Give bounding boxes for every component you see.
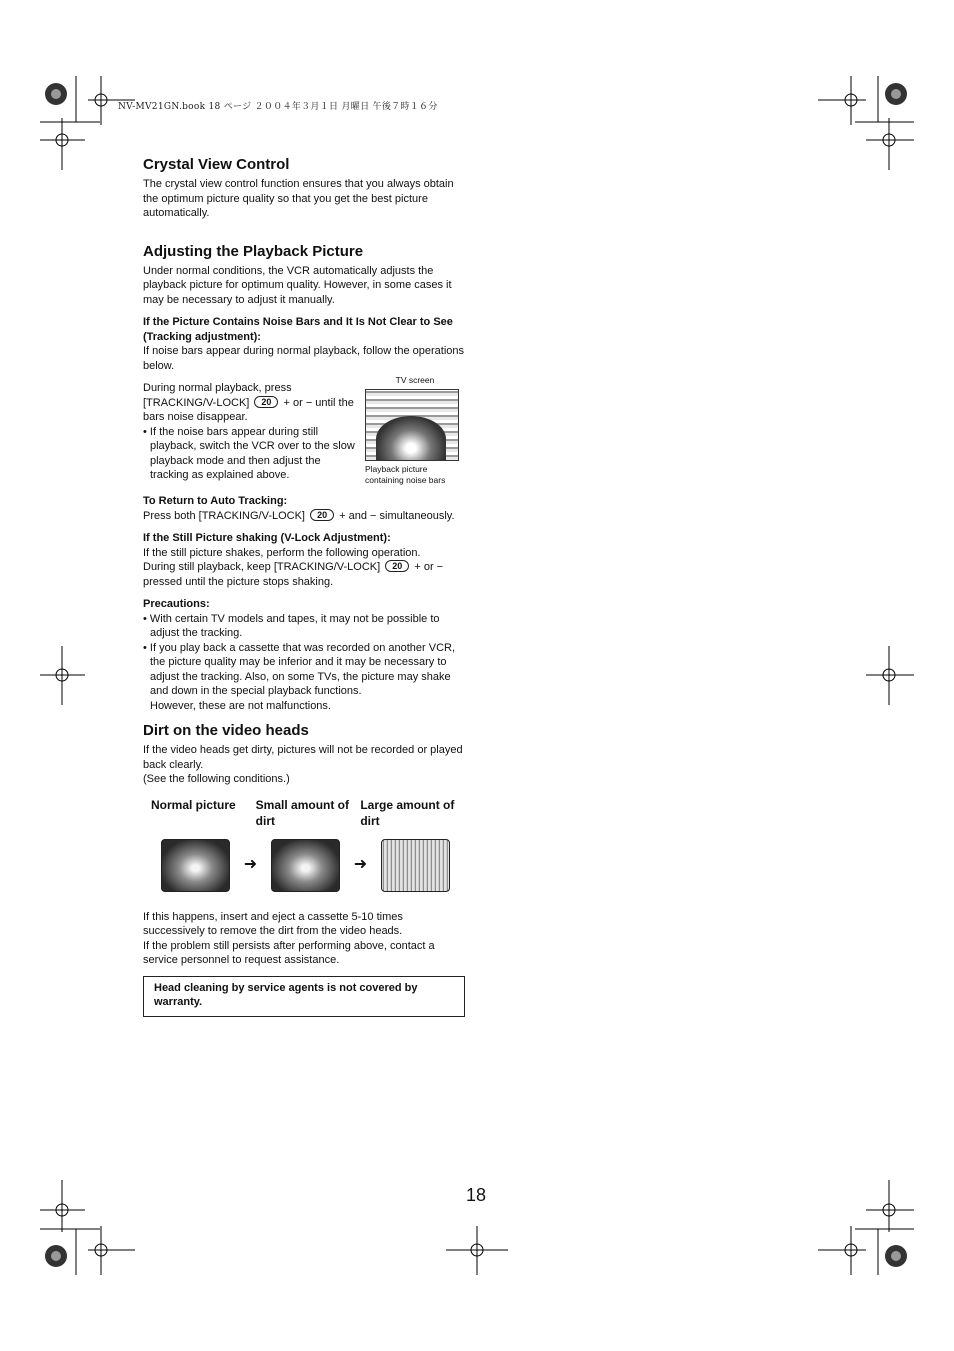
still-body2 <box>143 560 465 589</box>
label-small-dirt: Small amount of dirt <box>255 797 350 828</box>
tv-noise-image <box>365 389 459 461</box>
normal-picture-image <box>161 839 230 892</box>
noise-body: If noise bars appear during normal playback, follow the operations below. <box>143 345 465 372</box>
tracking-step <box>143 381 355 425</box>
key-ref-badge: 20 <box>310 509 334 521</box>
playback-title: Adjusting the Playback Picture <box>143 242 364 260</box>
precaution-1: • With certain TV models and tapes, it may not be possible to adjust the tracking. <box>143 612 440 639</box>
arrow-right-icon: ➜ <box>353 855 368 873</box>
dirt-title: Dirt on the video heads <box>143 722 309 739</box>
page-number: 18 <box>466 1185 487 1205</box>
file-meta-header: NV-MV21GN.book 18 ページ ２００４年３月１日 月曜日 午後７時１６分 <box>118 102 438 112</box>
crystal-title: Crystal View Control <box>143 156 290 173</box>
tracking-step-text <box>143 381 355 486</box>
still-heading: If the Still Picture shaking (V-Lock Adjustment): <box>143 532 391 544</box>
warranty-notice: Head cleaning by service agents is not covered by warranty. <box>143 976 465 1017</box>
playback-body: Under normal conditions, the VCR automatically adjusts the playback picture for optimum quality. However, in some cases it may be necessary to adjust it manually. <box>143 264 452 306</box>
precautions-heading: Precautions: <box>143 598 210 610</box>
noise-heading: If the Picture Contains Noise Bars and It Is Not Clear to See (Tracking adjustment): <box>143 316 453 343</box>
auto-pre: Press both [TRACKING/V-LOCK] <box>143 509 305 522</box>
arrow-right-icon: ➜ <box>243 855 258 873</box>
tracking-step-row <box>143 375 465 486</box>
step-post: + or − until the bars noise disappear. <box>143 396 354 423</box>
precaution-note: However, these are not malfunctions. <box>150 699 331 712</box>
dirt-body1: If the video heads get dirty, pictures will not be recorded or played back clearly. <box>143 744 463 771</box>
step-pre: During normal playback, press [TRACKING/V-LOCK] <box>143 382 292 409</box>
auto-body <box>143 509 465 524</box>
key-ref-badge: 20 <box>254 396 278 408</box>
dirt-images <box>143 839 465 892</box>
still-post: + or − pressed until the picture stops shaking. <box>143 561 444 588</box>
crystal-body: The crystal view control function ensures that you always obtain the optimum picture quality so that you get the best picture automatically. <box>143 178 454 219</box>
still-body1: If the still picture shakes, perform the following operation. <box>143 546 421 559</box>
tracking-bullet: • If the noise bars appear during still playback, switch the VCR over to the slow playback mode and then adjust the tracking as explained above. <box>143 425 355 481</box>
large-dirt-image <box>381 839 450 892</box>
precaution-2: • If you play back a cassette that was recorded on another VCR, the picture quality may be inferior and it may be necessary to adjust the tracking. Also, on some TVs, the picture may shake and down in the special playback functions. <box>143 641 456 697</box>
auto-post: + and − simultaneously. <box>339 509 455 522</box>
auto-heading: To Return to Auto Tracking: <box>143 495 288 507</box>
key-ref-badge: 20 <box>385 560 409 572</box>
tv-caption: Playback picture containing noise bars <box>365 464 446 485</box>
dirt-after2: If the problem still persists after performing above, contact a service personnel to request assistance. <box>143 939 435 966</box>
main-column <box>143 156 465 1017</box>
dirt-after1: If this happens, insert and eject a cassette 5-10 times successively to remove the dirt from the video heads. <box>143 910 403 937</box>
label-large-dirt: Large amount of dirt <box>360 797 455 828</box>
dirt-body2: (See the following conditions.) <box>143 773 290 785</box>
still-pre: During still playback, keep [TRACKING/V-LOCK] <box>143 561 381 573</box>
tv-screen-figure <box>365 375 465 486</box>
dirt-labels <box>143 797 465 829</box>
tv-label: TV screen <box>395 375 435 385</box>
label-normal: Normal picture <box>151 797 236 812</box>
small-dirt-image <box>271 839 340 892</box>
